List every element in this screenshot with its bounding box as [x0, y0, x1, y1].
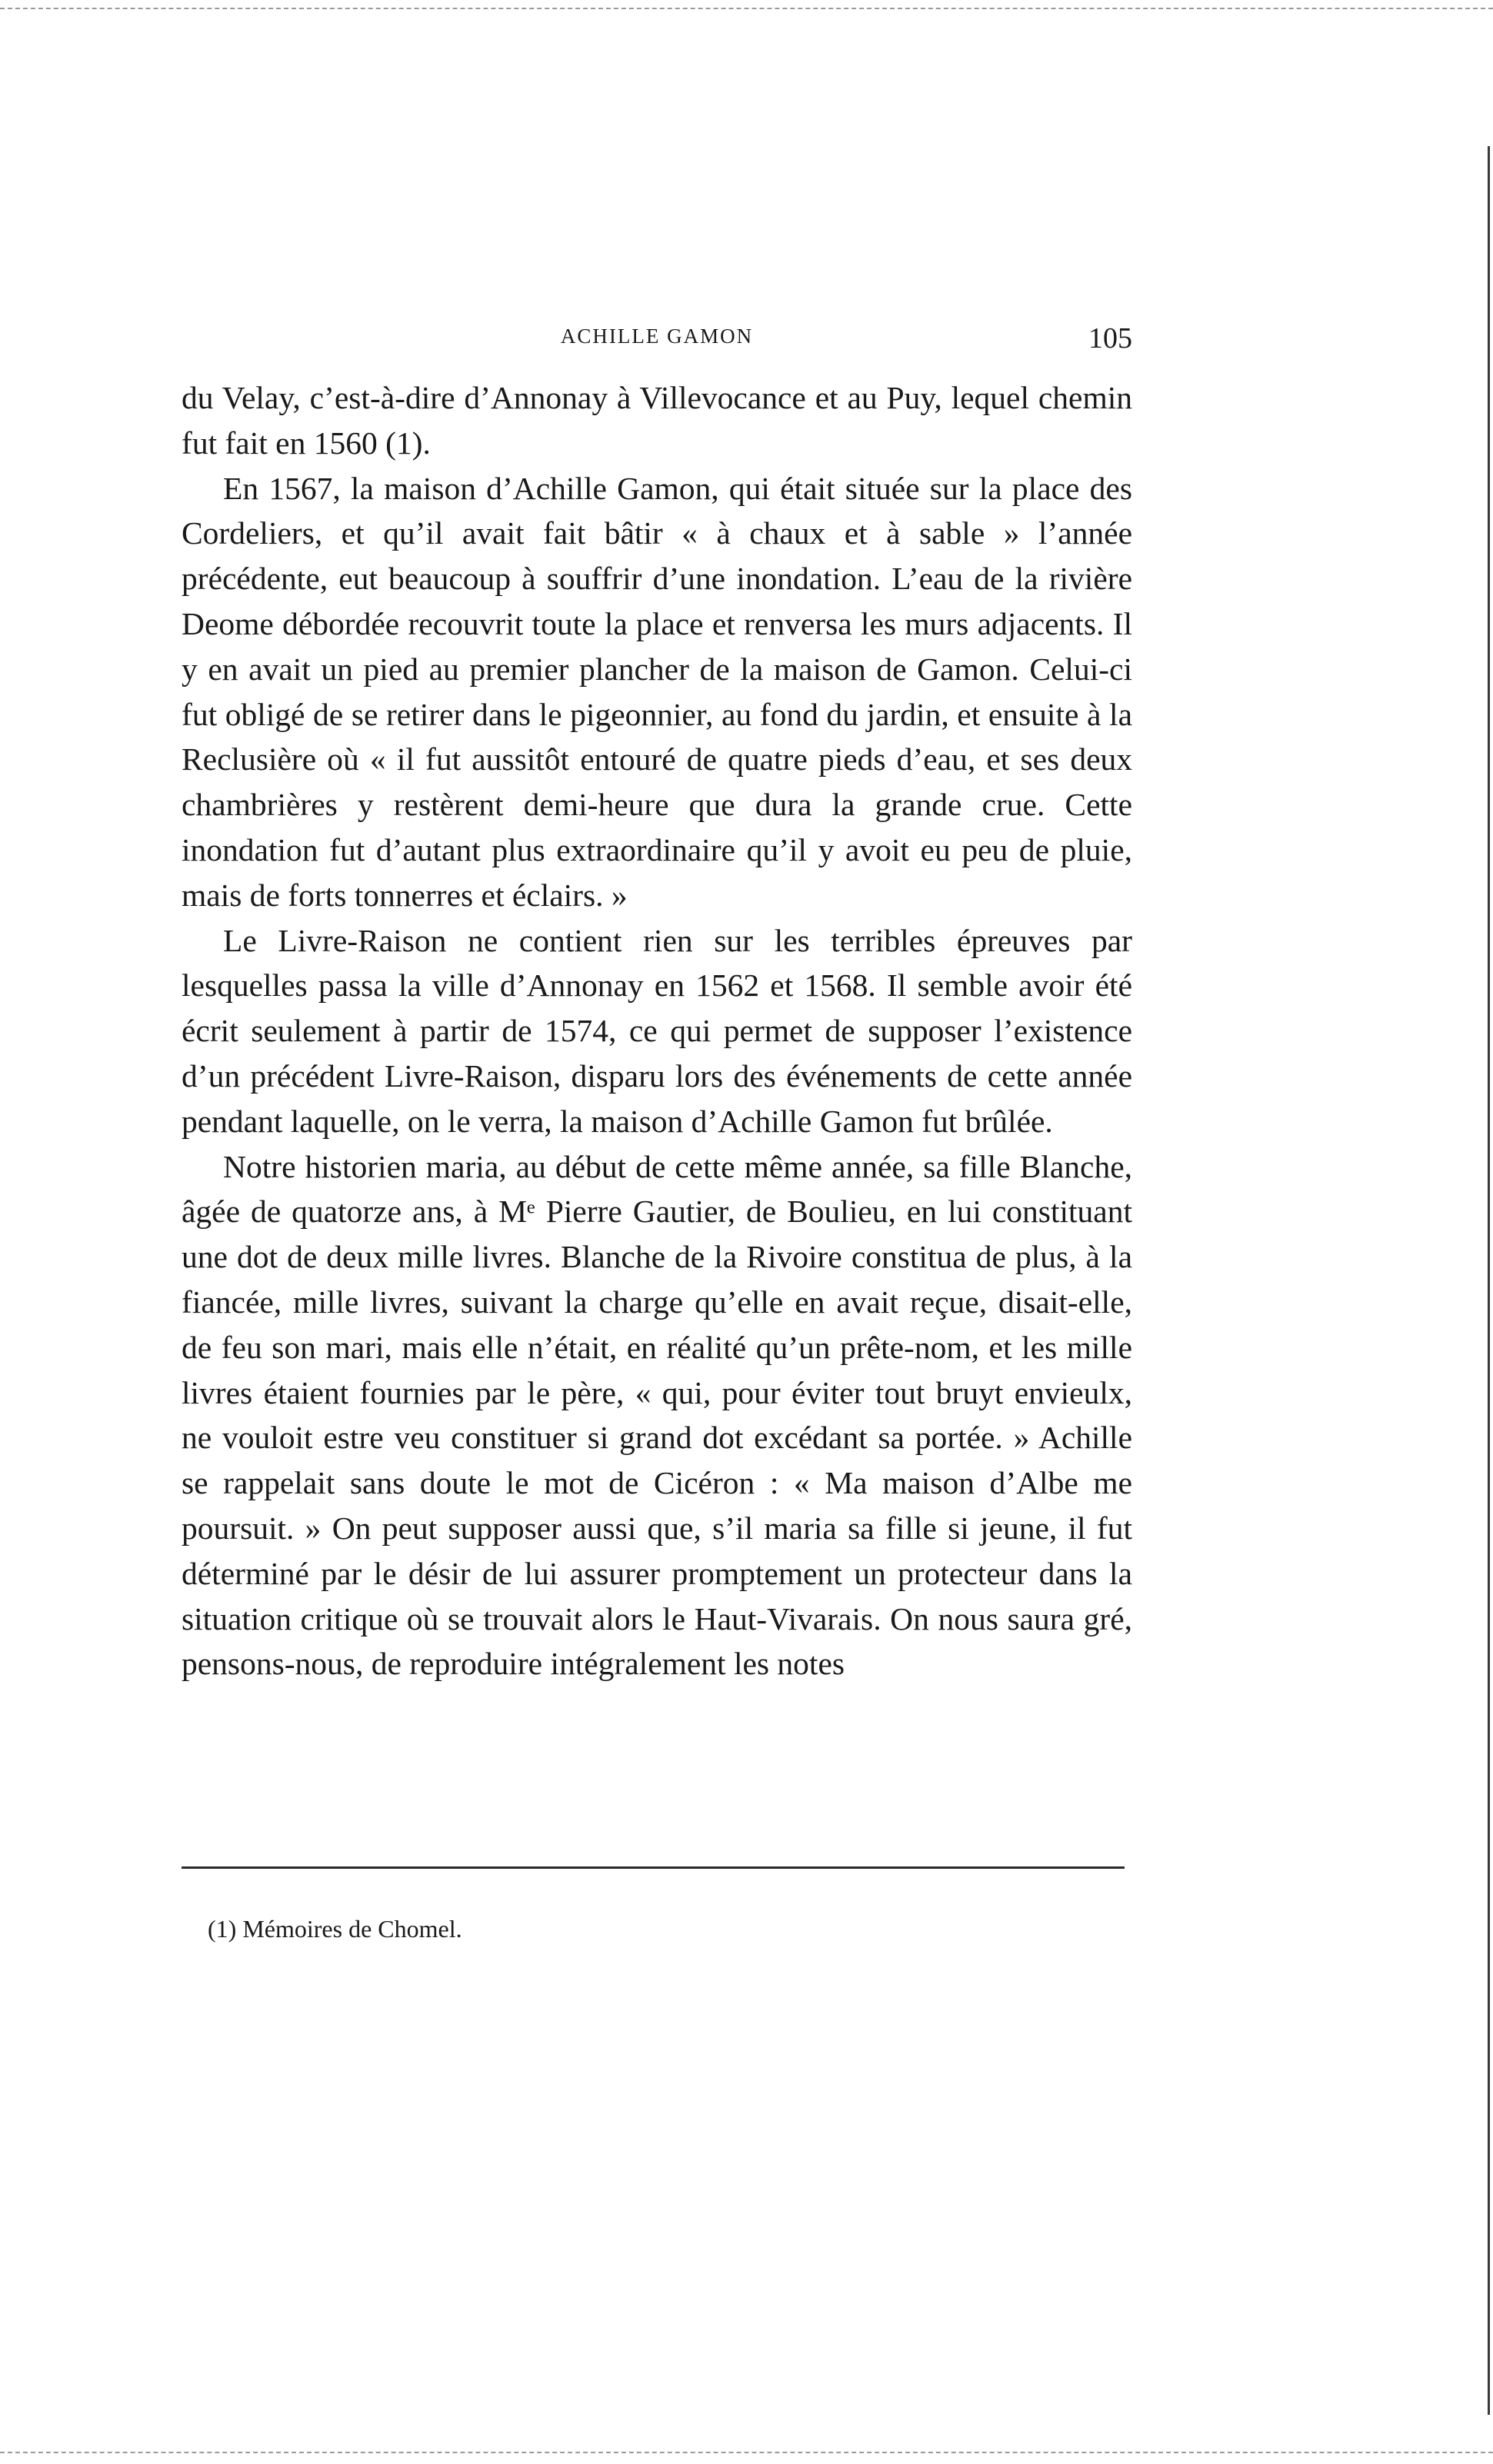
footnote: (1) Mémoires de Chomel. — [208, 1915, 462, 1943]
body-text — [182, 375, 1132, 1687]
scan-top-edge — [0, 8, 1493, 9]
scan-bottom-edge — [0, 2452, 1493, 2453]
paragraph: Notre historien maria, au début de cette même année, sa fille Blanche, âgée de quatorze ans, à Mᵉ Pierre Gautier, de Boulieu, en lui constituant une dot de deux mille livres. Blanche de la Rivoire constitua de plus, à la fiancée, mille livres, suivant la charge qu’elle en avait reçue, disait-elle, de feu son mari, mais elle n’était, en réalité qu’un prête-nom, et les mille livres étaient fournies par le père, « qui, pour éviter tout bruyt envieulx, ne vouloit estre veu constituer si grand dot excédant sa portée. » Achille se rappelait sans doute le mot de Cicéron : « Ma maison d’Albe me poursuit. » On peut supposer aussi que, s’il maria sa fille si jeune, il fut déterminé par le désir de lui assurer promptement un protecteur dans la situation critique où se trouvait alors le Haut-Vivarais. On nous saura gré, pensons-nous, de reproduire intégralement les notes — [182, 1148, 1132, 1682]
scan-right-edge — [1488, 146, 1490, 2415]
running-title: ACHILLE GAMON — [560, 325, 754, 348]
paragraph: En 1567, la maison d’Achille Gamon, qui était située sur la place des Cordeliers, et qu’il avait fait bâtir « à chaux et à sable » l’année précédente, eut beaucoup à souffrir d’une inondation. L’eau de la rivière Deome débordée recouvrit toute la place et renversa les murs adjacents. Il y en avait un pied au premier plancher de la maison de Gamon. Celui-ci fut obligé de se retirer dans le pigeonnier, au fond du jardin, et ensuite à la Reclusière où « il fut aussitôt entouré de quatre pieds d’eau, et ses deux chambrières y restèrent demi-heure que dura la grande crue. Cette inondation fut d’autant plus extraordinaire qu’il y avoit eu peu de pluie, mais de forts tonnerres et éclairs. » — [182, 470, 1132, 913]
footnote-divider — [182, 1866, 1125, 1869]
page-number: 105 — [1088, 322, 1132, 355]
paragraph: Le Livre-Raison ne contient rien sur les terribles épreuves par lesquelles passa la ville d’Annonay en 1562 et 1568. Il semble avoir été écrit seulement à partir de 1574, ce qui permet de supposer l’existence d’un précédent Livre-Raison, disparu lors des événements de cette année pendant laquelle, on le verra, la maison d’Achille Gamon fut brûlée. — [182, 922, 1132, 1139]
paragraph-continued: du Velay, c’est-à-dire d’Annonay à Villevocance et au Puy, lequel chemin fut fait en 1560 (1). — [182, 380, 1132, 461]
page-header — [182, 321, 1132, 360]
